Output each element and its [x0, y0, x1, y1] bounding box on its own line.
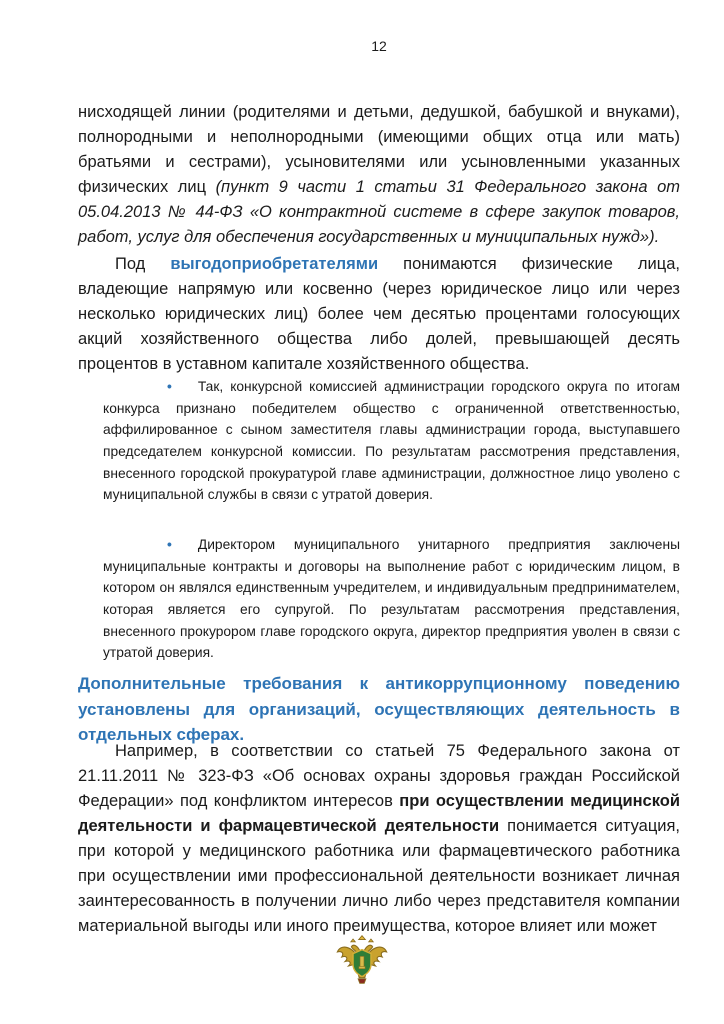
section-heading-additional-requirements: Дополнительные требования к антикоррупционному поведению установлены для организаций, осуществляющих деятельность в отдельных сферах. [78, 674, 680, 744]
term-beneficiaries: выгодоприобретателями [170, 254, 379, 273]
example-bullet-1 [103, 376, 680, 506]
paragraph-text: Например, в соответствии со статьей 75 Федерального закона от 21.11.2011 № 323-ФЗ «Об основах охраны здоровья граждан Российской Федерации» под конфликтом интересов [78, 741, 680, 810]
bullet-icon: • [167, 536, 172, 552]
term-medical-activity-bold: при осуществлении медицинской деятельности и фармацевтической деятельности [78, 791, 680, 835]
paragraph-medical-conflict [78, 739, 680, 939]
bullet-icon: • [167, 378, 172, 394]
law-citation-italic: (пункт 9 части 1 статьи 31 Федерального закона от 05.04.2013 № 44-ФЗ «О контрактной системе в сфере закупок товаров, работ, услуг для обеспечения государственных и муниципальных нужд»). [78, 177, 680, 246]
paragraph-relatives [78, 100, 680, 250]
paragraph-beneficiaries [78, 252, 680, 377]
paragraph-text: понимаются физические лица, владеющие напрямую или косвенно (через юридическое лицо или через несколько юридических лиц) более чем десятью процентами голосующих акций хозяйственного общества либо долей, превышающей десять процентов в уставном капитале хозяйственного общества. [78, 254, 680, 373]
bullet-text: Директором муниципального унитарного предприятия заключены муниципальные контракты и договоры на выполнение работ с юридическим лицом, в котором он являлся единственным учредителем, и индивидуальным предпринимателем, которая является его супругой. По результатам рассмотрения представления, внесенного прокурором главе городского округа, директор предприятия уволен в связи с утратой доверия. [103, 536, 680, 661]
prosecutor-eagle-emblem-icon [334, 933, 390, 991]
example-bullet-2 [103, 534, 680, 664]
bullet-text: Так, конкурсной комиссией администрации городского округа по итогам конкурса признано победителем общество с ограниченной ответственностью, аффилированное с сыном заместителя главы администрации города, выступавшего председателем конкурсной комиссии. По результатам рассмотрения представления, внесенного городской прокуратурой главе администрации, должностное лицо уволено с муниципальной службы в связи с утратой доверия. [103, 378, 680, 503]
page-number: 12 [371, 38, 387, 54]
paragraph-text: Под [115, 254, 171, 273]
paragraph-text: нисходящей линии (родителями и детьми, дедушкой, бабушкой и внуками), полнородными и неполнородными (имеющими общих отца или мать) братьями и сестрами), усыновителями или усыновленными указанных физических лиц [78, 102, 680, 196]
paragraph-text: понимается ситуация, при которой у медицинского работника или фармацевтического работника при осуществлении ими профессиональной деятельности возникает личная заинтересованность в получении лично либо через представителя компании материальной выгоды или иного преимущества, которое влияет или может [78, 816, 681, 935]
